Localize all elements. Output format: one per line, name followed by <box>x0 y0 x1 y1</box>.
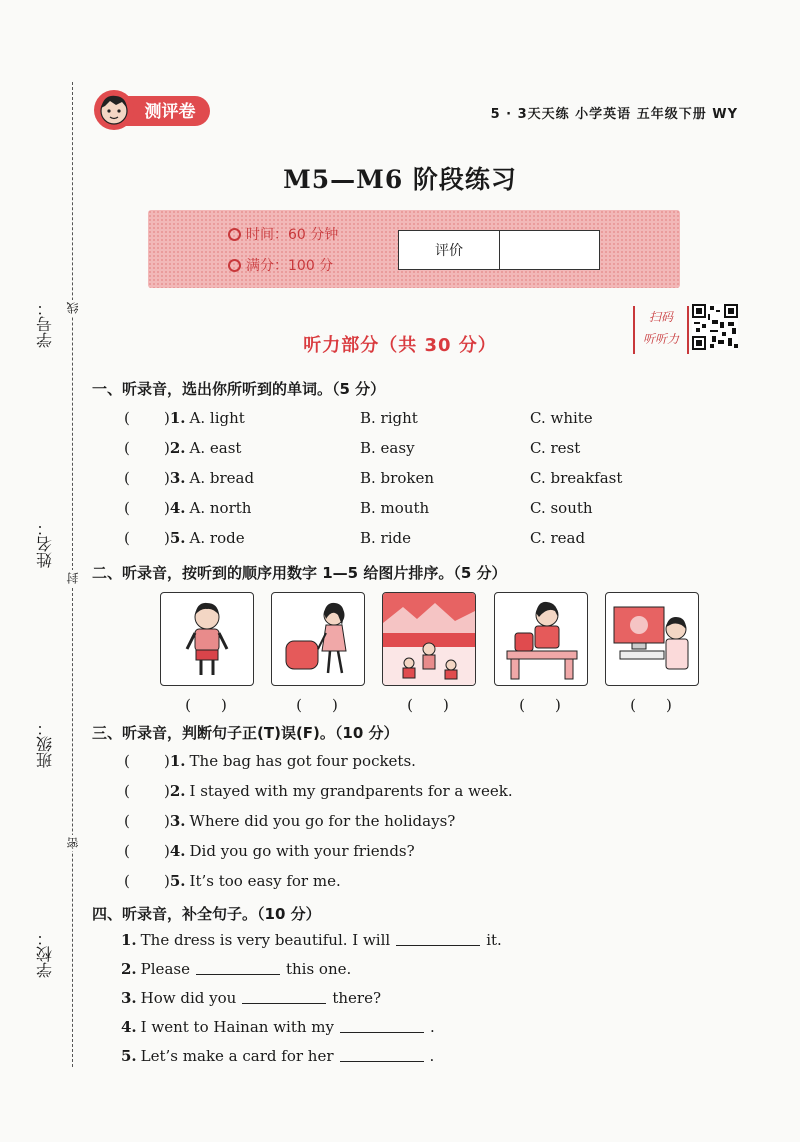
test-badge <box>92 88 214 132</box>
answer-paren[interactable]: ( <box>124 872 130 890</box>
picture-order-answer[interactable]: ( ) <box>296 696 338 714</box>
answer-paren-close: ) <box>164 782 170 800</box>
option-b: B. broken <box>360 469 434 487</box>
scan-label-line2: 听听力 <box>642 332 679 346</box>
option-c: C. white <box>530 409 593 427</box>
answer-paren-close: ) <box>164 529 170 547</box>
answer-paren-close: ) <box>164 439 170 457</box>
answer-paren[interactable]: ( <box>124 499 130 517</box>
question-number: 5. <box>169 872 186 890</box>
line-mark: 线 <box>66 302 80 314</box>
option-c: C. read <box>530 529 586 547</box>
picture-order-answer[interactable]: ( ) <box>630 696 672 714</box>
section-1-question <box>124 439 241 457</box>
section-4-question <box>121 931 502 949</box>
option-a: A. bread <box>189 469 255 487</box>
question-number: 4. <box>169 842 186 860</box>
question-number: 5. <box>121 1047 137 1065</box>
option-b: B. ride <box>360 529 412 547</box>
picture-girl-on-phone <box>494 592 588 686</box>
picture-boy-standing <box>160 592 254 686</box>
answer-paren[interactable]: ( <box>124 469 130 487</box>
fill-blank[interactable] <box>340 1047 424 1062</box>
section-3-title: 三、听录音，判断句子正(T)误(F)。（10 分） <box>92 724 399 742</box>
answer-paren-close: ) <box>164 469 170 487</box>
statement-text: It’s too easy for me. <box>189 872 341 890</box>
fill-blank[interactable] <box>340 1018 424 1033</box>
question-number: 3. <box>169 469 186 487</box>
statement-text: Where did you go for the holidays? <box>189 812 456 830</box>
section-4-question <box>121 960 351 978</box>
option-b: B. mouth <box>360 499 430 517</box>
answer-paren[interactable]: ( <box>124 752 130 770</box>
statement-text: Did you go with your friends? <box>189 842 415 860</box>
sentence-start: The dress is very beautiful. I will <box>140 931 391 949</box>
answer-paren[interactable]: ( <box>124 529 130 547</box>
section-3-question <box>124 842 415 860</box>
fill-blank[interactable] <box>396 931 480 946</box>
picture-order-answer[interactable]: ( ) <box>407 696 449 714</box>
answer-paren[interactable]: ( <box>124 782 130 800</box>
name-label: 姓名： <box>35 520 55 568</box>
answer-paren[interactable]: ( <box>124 439 130 457</box>
option-c: C. rest <box>530 439 581 457</box>
school-label: 学校： <box>35 930 55 978</box>
section-1-question <box>124 469 254 487</box>
option-c: C. breakfast <box>530 469 623 487</box>
question-number: 1. <box>169 752 186 770</box>
question-number: 4. <box>121 1018 137 1036</box>
time-text: 时间：60 分钟 <box>246 227 339 243</box>
section-4-question <box>121 1018 435 1036</box>
option-a: A. east <box>189 439 242 457</box>
seal-mark: 封 <box>66 572 80 584</box>
answer-paren-close: ) <box>164 812 170 830</box>
info-box <box>148 210 680 288</box>
picture-girl-with-bag <box>271 592 365 686</box>
option-c: C. south <box>530 499 593 517</box>
section-4-question <box>121 1047 434 1065</box>
sentence-end: it. <box>486 931 502 949</box>
answer-paren[interactable]: ( <box>124 812 130 830</box>
sentence-end: . <box>430 1018 435 1036</box>
option-b: B. easy <box>360 439 415 457</box>
sentence-start: Let’s make a card for her <box>140 1047 334 1065</box>
answer-paren[interactable]: ( <box>124 842 130 860</box>
fill-blank[interactable] <box>196 960 280 975</box>
scan-label-line1: 扫码 <box>648 310 673 324</box>
time-row <box>228 224 338 244</box>
option-a: A. light <box>189 409 245 427</box>
option-a: A. rode <box>189 529 245 547</box>
picture-order-answer[interactable]: ( ) <box>519 696 561 714</box>
class-label: 班级： <box>35 720 55 768</box>
question-number: 4. <box>169 499 186 517</box>
series-info: 5 · 3天天练 小学英语 五年级下册 WY <box>490 107 738 122</box>
section-3-question <box>124 752 416 770</box>
class-field[interactable] <box>30 720 60 768</box>
answer-paren-close: ) <box>164 752 170 770</box>
section-1-title: 一、听录音，选出你所听到的单词。（5 分） <box>92 380 386 398</box>
question-number: 1. <box>169 409 186 427</box>
option-a: A. north <box>189 499 252 517</box>
question-number: 2. <box>121 960 137 978</box>
evaluation-label: 评价 <box>399 231 500 269</box>
answer-paren-close: ) <box>164 499 170 517</box>
picture-boy-computer <box>605 592 699 686</box>
section-3-question <box>124 812 455 830</box>
sentence-start: How did you <box>140 989 237 1007</box>
sentence-end: there? <box>332 989 381 1007</box>
school-field[interactable] <box>30 930 60 978</box>
question-number: 2. <box>169 782 186 800</box>
fill-blank[interactable] <box>242 989 326 1004</box>
score-text: 满分：100 分 <box>246 258 334 274</box>
question-number: 3. <box>121 989 137 1007</box>
question-number: 2. <box>169 439 186 457</box>
answer-paren-close: ) <box>164 409 170 427</box>
option-b: B. right <box>360 409 418 427</box>
page-title: M5—M6 阶段练习 <box>283 165 517 194</box>
sentence-end: . <box>429 1047 435 1065</box>
picture-beach-family <box>382 592 476 686</box>
section-2-title: 二、听录音，按听到的顺序用数字 1—5 给图片排序。（5 分） <box>92 564 507 582</box>
sentence-start: I went to Hainan with my <box>140 1018 335 1036</box>
statement-text: I stayed with my grandparents for a week. <box>189 782 513 800</box>
section-1-question <box>124 499 251 517</box>
sentence-start: Please <box>140 960 190 978</box>
question-number: 5. <box>169 529 186 547</box>
answer-paren[interactable]: ( <box>124 409 130 427</box>
section-1-question <box>124 409 245 427</box>
name-field[interactable] <box>30 520 60 568</box>
section-3-question <box>124 872 341 890</box>
evaluation-box <box>398 230 600 270</box>
section-4-title: 四、听录音，补全句子。（10 分） <box>92 905 321 923</box>
listening-heading: 听力部分（共 30 分） <box>303 335 497 356</box>
clock-icon <box>228 228 241 241</box>
evaluation-input[interactable] <box>500 231 599 269</box>
picture-order-answer[interactable]: ( ) <box>185 696 227 714</box>
answer-paren-close: ) <box>164 872 170 890</box>
badge-text: 测评卷 <box>144 102 196 122</box>
seal-mark-2: 密 <box>66 837 80 849</box>
question-number: 3. <box>169 812 186 830</box>
section-3-question <box>124 782 513 800</box>
answer-paren-close: ) <box>164 842 170 860</box>
score-row <box>228 255 333 275</box>
section-4-question <box>121 989 381 1007</box>
question-number: 1. <box>121 931 137 949</box>
student-number-label: 学号： <box>35 300 55 348</box>
sentence-end: this one. <box>285 960 352 978</box>
section-1-question <box>124 529 245 547</box>
statement-text: The bag has got four pockets. <box>189 752 416 770</box>
check-icon <box>228 259 241 272</box>
